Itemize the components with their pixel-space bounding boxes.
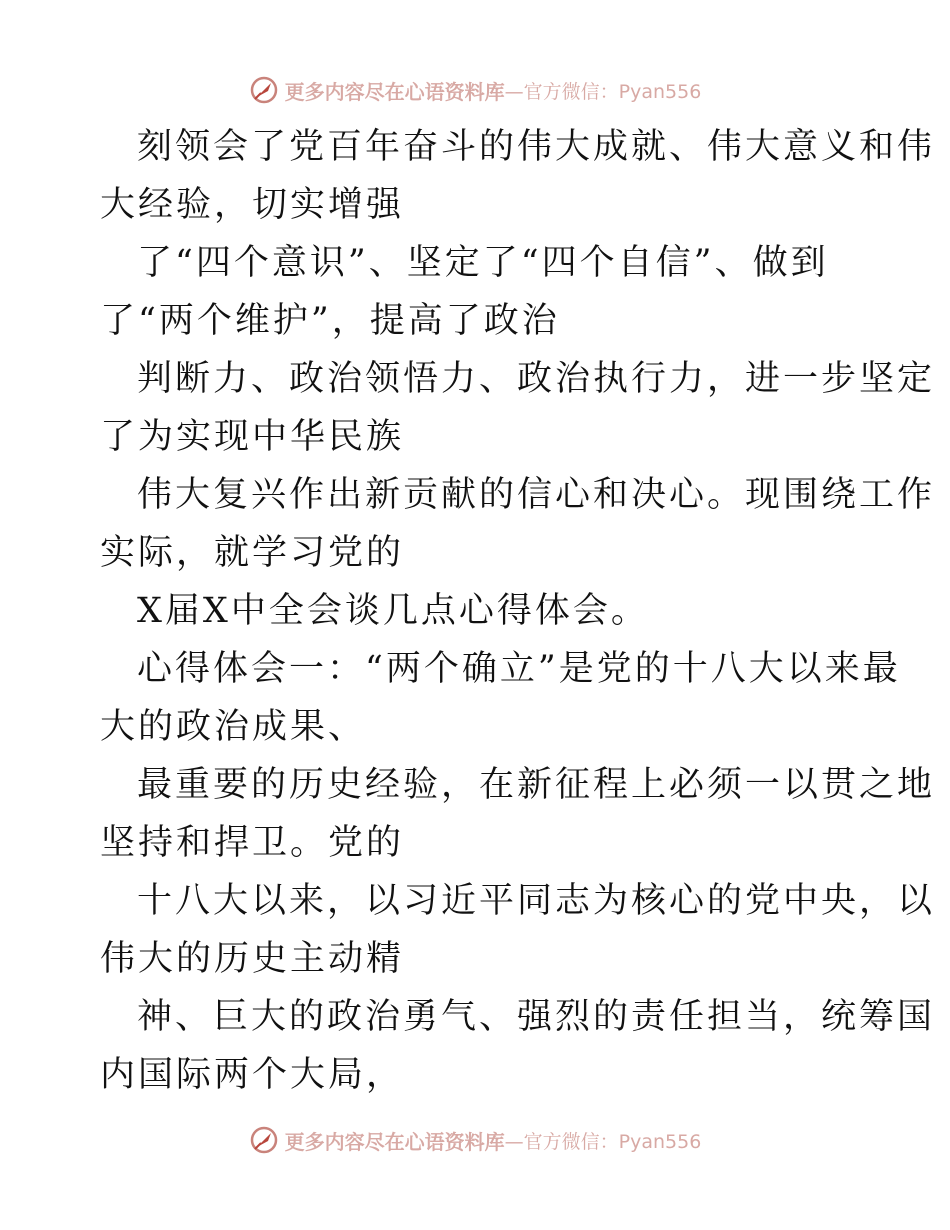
body-line: 内国际两个大局， — [100, 1055, 405, 1095]
body-line: 实际，就学习党的 — [100, 533, 405, 573]
body-line: 大经验，切实增强 — [100, 185, 405, 225]
body-line: 大的政治成果、 — [100, 707, 367, 747]
watermark-main-text: 更多内容尽在心语资料库 — [284, 1129, 505, 1154]
body-line: X届X中全会谈几点心得体会。 — [137, 591, 649, 631]
body-line: 十八大以来，以习近平同志为核心的党中央，以 — [137, 881, 936, 921]
body-line: 了“两个维护”，提高了政治 — [100, 301, 560, 341]
watermark-main-text: 更多内容尽在心语资料库 — [284, 79, 505, 104]
watermark-sub-text: —官方微信：Pyan556 — [504, 80, 702, 103]
body-line: 了“四个意识”、坚定了“四个自信”、做到 — [137, 243, 829, 283]
header-watermark — [0, 70, 950, 110]
body-line: 心得体会一：“两个确立”是党的十八大以来最 — [137, 649, 901, 689]
footer-watermark — [0, 1120, 950, 1160]
body-line: 伟大的历史主动精 — [100, 939, 405, 979]
watermark-sub-text: —官方微信：Pyan556 — [504, 1130, 702, 1153]
body-line: 了为实现中华民族 — [100, 417, 405, 457]
feather-circle-icon — [249, 1125, 279, 1155]
body-line: 判断力、政治领悟力、政治执行力，进一步坚定 — [137, 359, 936, 399]
body-line: 坚持和捍卫。党的 — [100, 823, 405, 863]
body-line: 刻领会了党百年奋斗的伟大成就、伟大意义和伟 — [137, 127, 936, 167]
body-line: 伟大复兴作出新贡献的信心和决心。现围绕工作 — [137, 475, 936, 515]
feather-circle-icon — [249, 75, 279, 105]
body-line: 最重要的历史经验，在新征程上必须一以贯之地 — [137, 765, 936, 805]
body-line: 神、巨大的政治勇气、强烈的责任担当，统筹国 — [137, 997, 936, 1037]
